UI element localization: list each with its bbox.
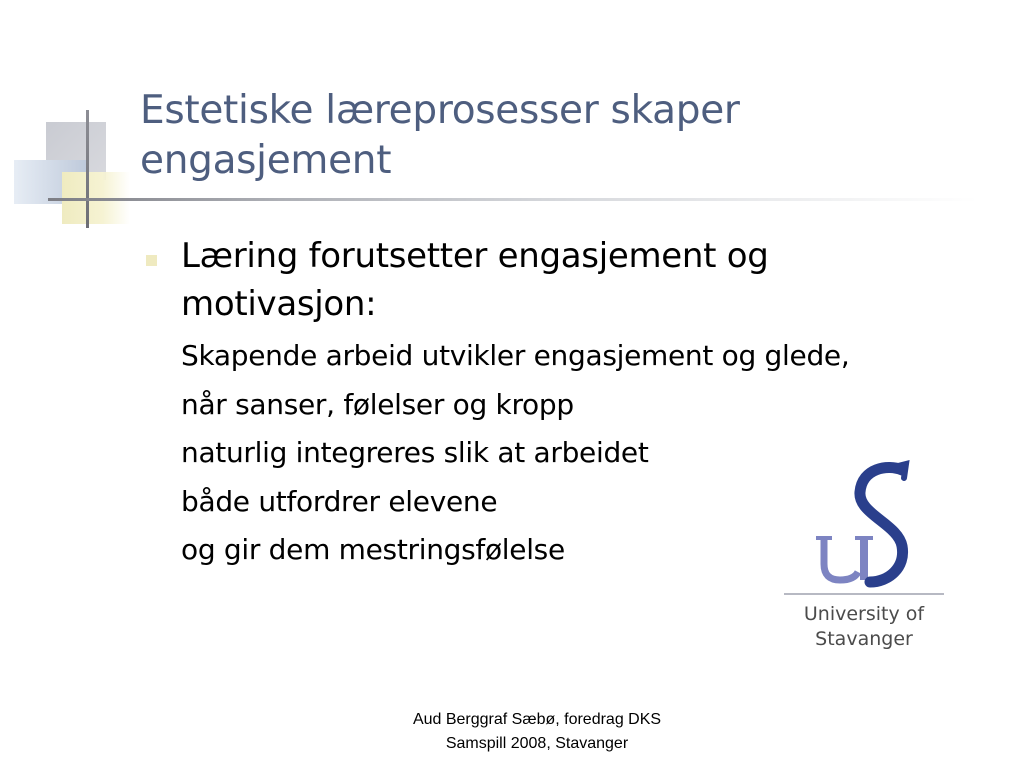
slide-title [140,86,900,186]
university-logo [784,460,950,660]
sub-line: og gir dem mestringsfølelse [181,533,565,566]
logo-divider [784,593,944,595]
logo-u-serif-left [816,536,832,540]
sub-line: Skapende arbeid utvikler engasjement og glede, [181,339,850,372]
slide-footer [372,708,702,756]
logo-u-shape [824,538,858,580]
uis-logo-mark-icon [784,460,950,590]
bullet-item [140,232,920,328]
slide-title-line-2: engasjement [140,138,392,183]
logo-i-stem [860,540,868,580]
square-bullet-icon [146,255,157,266]
footer-line-2: Samspill 2008, Stavanger [445,735,629,752]
footer-line-1: Aud Berggraf Sæbø, foredrag DKS [412,711,662,728]
title-underline [48,198,978,201]
sub-line: når sanser, følelser og kropp [181,387,574,421]
sub-line: både utfordrer elevene [181,484,498,518]
bullet-line-1: Læring forutsetter engasjement og [181,236,769,276]
decor-vertical-line [86,110,89,228]
bullet-text [181,232,920,328]
sub-line: naturlig integreres slik at arbeidet [181,436,649,469]
logo-text-line-2: Stavanger [815,628,913,650]
logo-text-line-1: University of [803,603,925,625]
logo-i-serif [855,536,873,540]
logo-wordmark [784,602,944,652]
slide-title-line-1: Estetiske læreprosesser skaper [140,88,740,133]
bullet-line-2: motivasjon: [181,284,377,324]
